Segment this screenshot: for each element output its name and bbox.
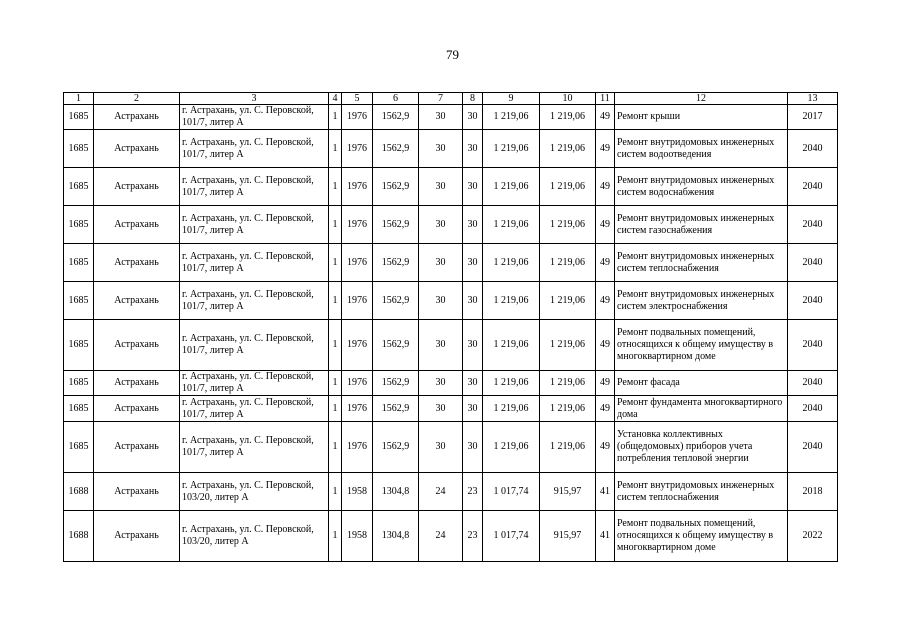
cell-col-10: 1 219,06 (540, 244, 596, 282)
cell-col-5: 1976 (342, 105, 373, 130)
cell-col-7: 30 (419, 396, 463, 422)
cell-col-13: 2018 (788, 473, 838, 511)
cell-col-7: 30 (419, 244, 463, 282)
cell-col-9: 1 219,06 (483, 371, 540, 396)
cell-col-3: г. Астрахань, ул. С. Перовской, 101/7, литер А (180, 244, 329, 282)
cell-col-6: 1562,9 (373, 105, 419, 130)
cell-col-1: 1685 (64, 244, 94, 282)
column-header: 11 (596, 93, 615, 105)
table-row (64, 282, 838, 320)
cell-col-3: г. Астрахань, ул. С. Перовской, 101/7, литер А (180, 105, 329, 130)
cell-col-6: 1562,9 (373, 396, 419, 422)
cell-col-12: Ремонт внутридомовых инженерных систем водоснабжения (615, 168, 788, 206)
cell-col-11: 49 (596, 371, 615, 396)
cell-col-1: 1685 (64, 168, 94, 206)
cell-col-7: 30 (419, 282, 463, 320)
cell-col-13: 2040 (788, 244, 838, 282)
cell-col-4: 1 (329, 244, 342, 282)
cell-col-10: 1 219,06 (540, 320, 596, 371)
cell-col-4: 1 (329, 282, 342, 320)
cell-col-8: 30 (463, 130, 483, 168)
cell-col-13: 2040 (788, 130, 838, 168)
column-header: 2 (94, 93, 180, 105)
cell-col-8: 30 (463, 244, 483, 282)
cell-col-10: 1 219,06 (540, 105, 596, 130)
cell-col-11: 49 (596, 422, 615, 473)
cell-col-12: Ремонт фасада (615, 371, 788, 396)
cell-col-12: Ремонт крыши (615, 105, 788, 130)
cell-col-5: 1976 (342, 320, 373, 371)
cell-col-13: 2040 (788, 371, 838, 396)
cell-col-10: 1 219,06 (540, 396, 596, 422)
cell-col-1: 1685 (64, 105, 94, 130)
cell-col-8: 30 (463, 396, 483, 422)
table-row (64, 320, 838, 371)
cell-col-7: 30 (419, 168, 463, 206)
cell-col-1: 1685 (64, 320, 94, 371)
table-row (64, 105, 838, 130)
cell-col-7: 30 (419, 206, 463, 244)
cell-col-10: 1 219,06 (540, 130, 596, 168)
cell-col-13: 2040 (788, 320, 838, 371)
cell-col-11: 49 (596, 105, 615, 130)
cell-col-3: г. Астрахань, ул. С. Перовской, 101/7, литер А (180, 371, 329, 396)
cell-col-13: 2040 (788, 168, 838, 206)
cell-col-5: 1976 (342, 168, 373, 206)
cell-col-2: Астрахань (94, 422, 180, 473)
cell-col-6: 1562,9 (373, 206, 419, 244)
cell-col-3: г. Астрахань, ул. С. Перовской, 101/7, литер А (180, 320, 329, 371)
cell-col-9: 1 219,06 (483, 206, 540, 244)
cell-col-3: г. Астрахань, ул. С. Перовской, 101/7, литер А (180, 168, 329, 206)
cell-col-5: 1958 (342, 473, 373, 511)
cell-col-11: 49 (596, 130, 615, 168)
cell-col-7: 30 (419, 422, 463, 473)
cell-col-12: Ремонт внутридомовых инженерных систем водоотведения (615, 130, 788, 168)
cell-col-10: 1 219,06 (540, 206, 596, 244)
cell-col-10: 915,97 (540, 511, 596, 562)
cell-col-5: 1976 (342, 422, 373, 473)
cell-col-8: 30 (463, 105, 483, 130)
cell-col-12: Установка коллективных (общедомовых) приборов учета потребления тепловой энергии (615, 422, 788, 473)
cell-col-6: 1562,9 (373, 168, 419, 206)
table-row (64, 168, 838, 206)
column-header: 9 (483, 93, 540, 105)
cell-col-11: 41 (596, 511, 615, 562)
cell-col-11: 49 (596, 320, 615, 371)
cell-col-12: Ремонт подвальных помещений, относящихся к общему имуществу в многоквартирном доме (615, 320, 788, 371)
cell-col-7: 30 (419, 320, 463, 371)
cell-col-4: 1 (329, 371, 342, 396)
cell-col-12: Ремонт подвальных помещений, относящихся к общему имуществу в многоквартирном доме (615, 511, 788, 562)
cell-col-5: 1976 (342, 396, 373, 422)
column-header: 13 (788, 93, 838, 105)
cell-col-12: Ремонт внутридомовых инженерных систем газоснабжения (615, 206, 788, 244)
cell-col-1: 1688 (64, 473, 94, 511)
cell-col-11: 49 (596, 168, 615, 206)
cell-col-11: 49 (596, 282, 615, 320)
table-row (64, 473, 838, 511)
table-row (64, 244, 838, 282)
cell-col-2: Астрахань (94, 371, 180, 396)
cell-col-6: 1304,8 (373, 473, 419, 511)
cell-col-7: 24 (419, 511, 463, 562)
cell-col-3: г. Астрахань, ул. С. Перовской, 103/20, литер А (180, 511, 329, 562)
cell-col-8: 30 (463, 206, 483, 244)
table-row (64, 422, 838, 473)
cell-col-4: 1 (329, 320, 342, 371)
column-header: 7 (419, 93, 463, 105)
cell-col-8: 30 (463, 371, 483, 396)
cell-col-13: 2017 (788, 105, 838, 130)
cell-col-11: 49 (596, 244, 615, 282)
table-row (64, 206, 838, 244)
cell-col-13: 2040 (788, 396, 838, 422)
cell-col-6: 1562,9 (373, 130, 419, 168)
cell-col-9: 1 219,06 (483, 105, 540, 130)
cell-col-2: Астрахань (94, 511, 180, 562)
cell-col-6: 1562,9 (373, 282, 419, 320)
cell-col-7: 30 (419, 130, 463, 168)
cell-col-4: 1 (329, 511, 342, 562)
column-header: 10 (540, 93, 596, 105)
cell-col-10: 1 219,06 (540, 282, 596, 320)
column-header: 8 (463, 93, 483, 105)
table-row (64, 396, 838, 422)
cell-col-4: 1 (329, 105, 342, 130)
cell-col-2: Астрахань (94, 244, 180, 282)
cell-col-5: 1976 (342, 130, 373, 168)
cell-col-13: 2022 (788, 511, 838, 562)
column-header: 1 (64, 93, 94, 105)
cell-col-4: 1 (329, 130, 342, 168)
cell-col-2: Астрахань (94, 396, 180, 422)
cell-col-2: Астрахань (94, 473, 180, 511)
cell-col-12: Ремонт внутридомовых инженерных систем электроснабжения (615, 282, 788, 320)
cell-col-9: 1 219,06 (483, 396, 540, 422)
repair-schedule-table (63, 92, 838, 562)
cell-col-1: 1685 (64, 422, 94, 473)
cell-col-5: 1976 (342, 244, 373, 282)
cell-col-3: г. Астрахань, ул. С. Перовской, 101/7, литер А (180, 130, 329, 168)
cell-col-7: 30 (419, 371, 463, 396)
cell-col-12: Ремонт внутридомовых инженерных систем теплоснабжения (615, 244, 788, 282)
cell-col-4: 1 (329, 422, 342, 473)
cell-col-1: 1685 (64, 396, 94, 422)
table-row (64, 511, 838, 562)
table-row (64, 371, 838, 396)
cell-col-12: Ремонт фундамента многоквартирного дома (615, 396, 788, 422)
cell-col-13: 2040 (788, 282, 838, 320)
cell-col-7: 30 (419, 105, 463, 130)
cell-col-3: г. Астрахань, ул. С. Перовской, 101/7, литер А (180, 422, 329, 473)
cell-col-1: 1688 (64, 511, 94, 562)
column-header: 12 (615, 93, 788, 105)
cell-col-12: Ремонт внутридомовых инженерных систем теплоснабжения (615, 473, 788, 511)
cell-col-11: 49 (596, 206, 615, 244)
cell-col-9: 1 017,74 (483, 511, 540, 562)
cell-col-6: 1562,9 (373, 371, 419, 396)
cell-col-10: 915,97 (540, 473, 596, 511)
cell-col-8: 30 (463, 282, 483, 320)
cell-col-8: 30 (463, 320, 483, 371)
cell-col-4: 1 (329, 396, 342, 422)
cell-col-4: 1 (329, 168, 342, 206)
cell-col-11: 49 (596, 396, 615, 422)
cell-col-3: г. Астрахань, ул. С. Перовской, 101/7, литер А (180, 282, 329, 320)
cell-col-2: Астрахань (94, 282, 180, 320)
cell-col-5: 1958 (342, 511, 373, 562)
cell-col-1: 1685 (64, 371, 94, 396)
cell-col-9: 1 219,06 (483, 422, 540, 473)
cell-col-5: 1976 (342, 282, 373, 320)
cell-col-13: 2040 (788, 422, 838, 473)
cell-col-8: 30 (463, 422, 483, 473)
cell-col-11: 41 (596, 473, 615, 511)
cell-col-2: Астрахань (94, 320, 180, 371)
table-row (64, 130, 838, 168)
cell-col-5: 1976 (342, 371, 373, 396)
cell-col-2: Астрахань (94, 130, 180, 168)
cell-col-6: 1562,9 (373, 244, 419, 282)
cell-col-10: 1 219,06 (540, 371, 596, 396)
cell-col-2: Астрахань (94, 168, 180, 206)
cell-col-8: 30 (463, 168, 483, 206)
cell-col-10: 1 219,06 (540, 168, 596, 206)
column-header: 5 (342, 93, 373, 105)
cell-col-1: 1685 (64, 206, 94, 244)
cell-col-8: 23 (463, 511, 483, 562)
cell-col-4: 1 (329, 206, 342, 244)
cell-col-2: Астрахань (94, 105, 180, 130)
header-row (64, 93, 838, 105)
cell-col-9: 1 219,06 (483, 244, 540, 282)
cell-col-7: 24 (419, 473, 463, 511)
cell-col-9: 1 219,06 (483, 282, 540, 320)
cell-col-8: 23 (463, 473, 483, 511)
cell-col-9: 1 219,06 (483, 130, 540, 168)
column-header: 6 (373, 93, 419, 105)
table-body (64, 93, 838, 562)
cell-col-3: г. Астрахань, ул. С. Перовской, 101/7, литер А (180, 206, 329, 244)
cell-col-3: г. Астрахань, ул. С. Перовской, 103/20, литер А (180, 473, 329, 511)
cell-col-9: 1 219,06 (483, 320, 540, 371)
page-number: 79 (446, 47, 459, 62)
cell-col-6: 1304,8 (373, 511, 419, 562)
cell-col-6: 1562,9 (373, 320, 419, 371)
cell-col-9: 1 017,74 (483, 473, 540, 511)
cell-col-2: Астрахань (94, 206, 180, 244)
cell-col-1: 1685 (64, 282, 94, 320)
cell-col-9: 1 219,06 (483, 168, 540, 206)
cell-col-1: 1685 (64, 130, 94, 168)
cell-col-13: 2040 (788, 206, 838, 244)
cell-col-3: г. Астрахань, ул. С. Перовской, 101/7, литер А (180, 396, 329, 422)
column-header: 3 (180, 93, 329, 105)
cell-col-10: 1 219,06 (540, 422, 596, 473)
cell-col-6: 1562,9 (373, 422, 419, 473)
cell-col-5: 1976 (342, 206, 373, 244)
cell-col-4: 1 (329, 473, 342, 511)
column-header: 4 (329, 93, 342, 105)
